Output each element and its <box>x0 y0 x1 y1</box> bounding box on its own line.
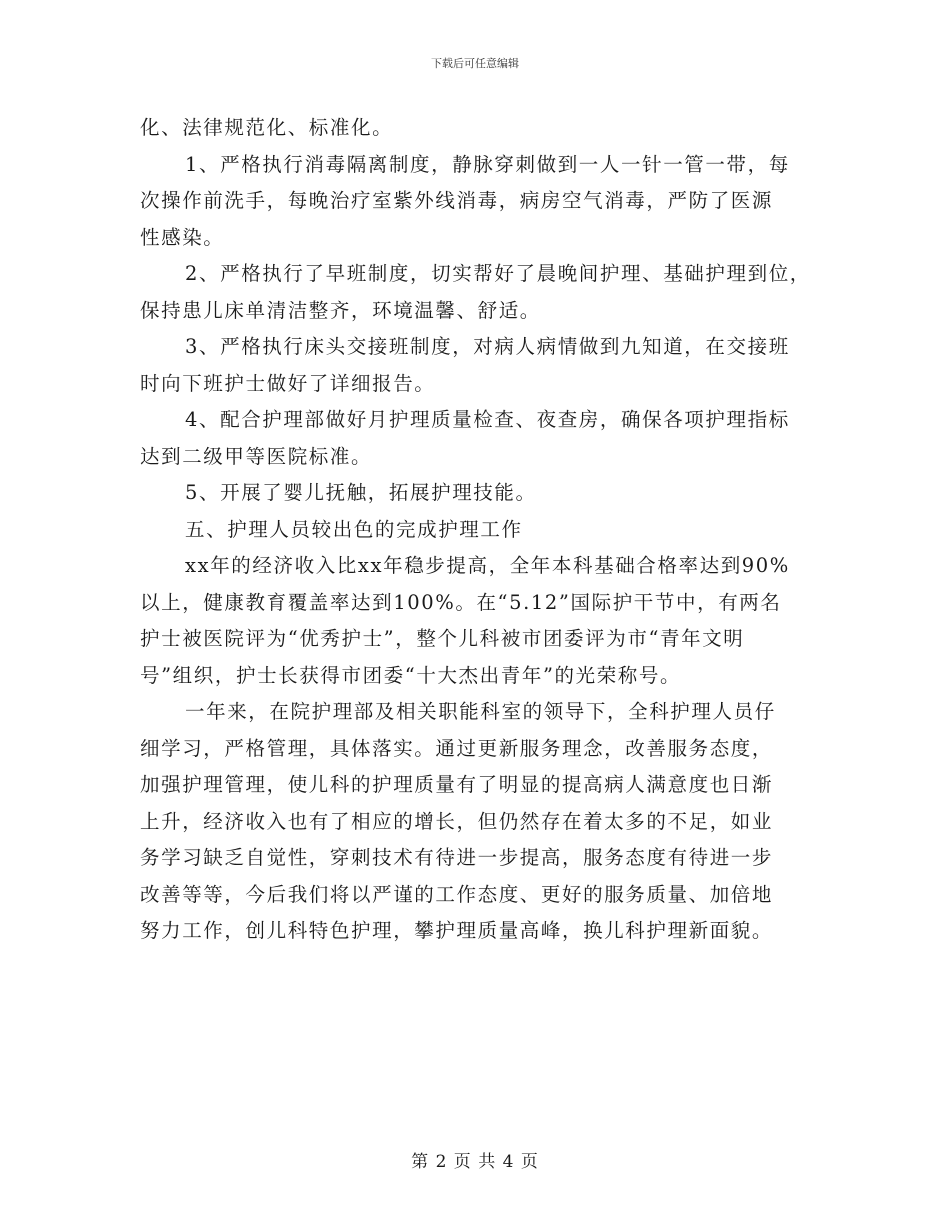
text-line: 努力工作，创儿科特色护理，攀护理质量高峰，换儿科护理新面貌。 <box>140 919 774 942</box>
document-body <box>140 110 820 950</box>
text-line: 以上，健康教育覆盖率达到100%。在“5.12”国际护干节中，有两名 <box>140 590 782 614</box>
text-line: 4、配合护理部做好月护理质量检查、夜查房，确保各项护理指标 <box>185 408 790 431</box>
section-heading: 五、护理人员较出色的完成护理工作 <box>185 517 523 541</box>
text-line: xx年的经济收入比xx年稳步提高，全年本科基础合格率达到90% <box>185 554 790 577</box>
text-line: 3、严格执行床头交接班制度，对病人病情做到九知道，在交接班 <box>185 335 790 358</box>
text-line: 化、法律规范化、标准化。 <box>140 116 394 139</box>
text-line: 2、严格执行了早班制度，切实帮好了晨晚间护理、基础护理到位， <box>185 262 811 285</box>
page-number: 第 2 页 共 4 页 <box>411 1152 539 1172</box>
text-line: 号”组织，护士长获得市团委“十大杰出青年”的光荣称号。 <box>140 663 682 687</box>
text-line: 上升，经济收入也有了相应的增长，但仍然存在着太多的不足，如业 <box>140 809 774 833</box>
page-header: 下载后可任意编辑 <box>431 57 519 70</box>
text-line: 1、严格执行消毒隔离制度，静脉穿刺做到一人一针一管一带，每 <box>185 152 790 176</box>
text-line: 时向下班护士做好了详细报告。 <box>140 371 436 395</box>
text-line: 细学习，严格管理，具体落实。通过更新服务理念，改善服务态度， <box>140 736 774 760</box>
text-line: 务学习缺乏自觉性，穿刺技术有待进一步提高，服务态度有待进一步 <box>140 846 774 869</box>
text-line: 达到二级甲等医院标准。 <box>140 444 373 468</box>
text-line: 护士被医院评为“优秀护士”，整个儿科被市团委评为市“青年文明 <box>140 627 745 650</box>
text-line: 改善等等，今后我们将以严谨的工作态度、更好的服务质量、加倍地 <box>140 882 774 906</box>
text-line: 次操作前洗手，每晚治疗室紫外线消毒，病房空气消毒，严防了医源 <box>140 189 774 212</box>
text-line: 性感染。 <box>140 225 225 249</box>
text-line: 5、开展了婴儿抚触，拓展护理技能。 <box>185 481 537 504</box>
text-line: 保持患儿床单清洁整齐，环境温馨、舒适。 <box>140 298 541 322</box>
text-line: 一年来，在院护理部及相关职能科室的领导下，全科护理人员仔 <box>185 700 776 723</box>
text-line: 加强护理管理，使儿科的护理质量有了明显的提高病人满意度也日渐 <box>140 773 774 796</box>
